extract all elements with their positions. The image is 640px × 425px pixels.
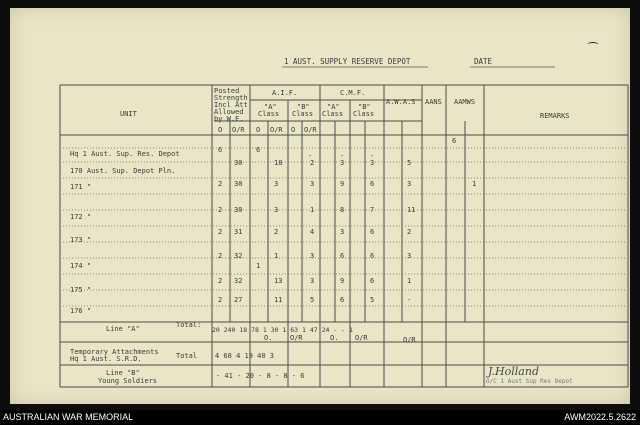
- row-cell: 1: [472, 180, 477, 188]
- row-cell: -: [308, 152, 313, 160]
- row-cell: -: [407, 296, 412, 304]
- row-cell: 2: [310, 159, 315, 167]
- row-cell: 30: [234, 159, 243, 167]
- row-cell: 3: [407, 252, 412, 260]
- row-cell: 6: [370, 252, 375, 260]
- row-cell: 6: [452, 137, 457, 145]
- header-posted-3: Incl Att: [214, 101, 248, 109]
- row-cell: 5: [407, 159, 412, 167]
- row-cell: 1: [310, 206, 315, 214]
- temp-line2: Hq 1 Aust. S.R.D.: [70, 355, 142, 363]
- row-unit: Hq 1 Aust. Sup. Res. Depot: [70, 150, 180, 158]
- row-cell: 1: [407, 277, 412, 285]
- footer-accession: AWM2022.5.2622: [564, 412, 636, 422]
- row-cell: 2: [407, 228, 412, 236]
- sub-aif-o: O: [256, 126, 261, 134]
- header-unit: UNIT: [120, 110, 137, 118]
- header-posted-2: Strength: [214, 94, 248, 102]
- header-cmf-a-1: "A": [327, 103, 340, 111]
- header-aif-b-2: Class: [292, 110, 314, 118]
- line-a-sub-o: O.: [264, 334, 273, 342]
- row-cell: 11: [407, 206, 416, 214]
- line-a-label: Line "A": [106, 325, 140, 333]
- temp-total-label: Total: [176, 352, 198, 360]
- row-unit: 170 Aust. Sup. Depot Pln.: [70, 167, 176, 175]
- row-cell: 4: [310, 228, 315, 236]
- row-cell: 30: [234, 206, 243, 214]
- header-posted-4: Allowed: [214, 108, 244, 116]
- line-a-sub-o2: O.: [330, 334, 339, 342]
- row-cell: 3: [310, 277, 315, 285]
- row-unit: 175 ": [70, 286, 92, 294]
- header-cmf-b-1: "B": [358, 103, 371, 111]
- footer-bar: [0, 410, 640, 425]
- temp-values: 4 68 4 19 40 3: [215, 352, 275, 360]
- row-cell: 27: [234, 296, 243, 304]
- header-aans: AANS: [425, 98, 442, 106]
- row-cell: -: [340, 152, 345, 160]
- header-remarks: REMARKS: [540, 112, 570, 120]
- signature: J.Holland: [488, 365, 539, 378]
- row-cell: 3: [274, 206, 279, 214]
- header-aif-a-1: "A": [264, 103, 277, 111]
- line-a-sub-or2: O/R: [355, 334, 368, 342]
- row-cell: 30: [234, 180, 243, 188]
- temp-line1: Temporary Attachments: [70, 348, 159, 356]
- sub-aif-or: O/R: [270, 126, 283, 134]
- row-cell: 6: [256, 146, 261, 154]
- row-cell: 2: [218, 228, 223, 236]
- row-cell: 6: [370, 228, 375, 236]
- row-cell: 1: [256, 262, 261, 270]
- row-unit: 171 ": [70, 183, 92, 191]
- row-cell: 3: [274, 180, 279, 188]
- row-cell: 5: [370, 296, 375, 304]
- row-cell: 32: [234, 277, 243, 285]
- date-label: DATE: [474, 57, 493, 66]
- row-cell: 2: [218, 206, 223, 214]
- header-cmf: C.M.F.: [340, 89, 366, 97]
- row-cell: 2: [218, 296, 223, 304]
- row-cell: 3: [310, 180, 315, 188]
- row-cell: 13: [274, 277, 283, 285]
- row-cell: 6: [340, 296, 345, 304]
- row-cell: 6: [370, 180, 375, 188]
- row-cell: 7: [370, 206, 375, 214]
- line-b-values: - 41 - 20 - 8 - 8 - 6: [216, 372, 305, 380]
- row-cell: 9: [340, 180, 345, 188]
- sub-o: O: [218, 126, 223, 134]
- header-cmf-a-2: Class: [322, 110, 344, 118]
- row-unit: 173 ": [70, 236, 92, 244]
- row-cell: 3: [370, 159, 375, 167]
- line-a-sub-or: O/R: [290, 334, 303, 342]
- header-posted-5: by W.E.: [214, 115, 244, 123]
- header-aif-a-2: Class: [258, 110, 280, 118]
- line-b-label2: Young Soldiers: [98, 377, 158, 385]
- row-cell: 8: [340, 206, 345, 214]
- line-a-total-label: Total:: [176, 321, 202, 329]
- row-cell: 6: [370, 277, 375, 285]
- header-posted-1: Posted: [214, 87, 240, 95]
- line-b-label1: Line "B": [106, 369, 140, 377]
- row-cell: 1: [274, 252, 279, 260]
- row-cell: 3: [407, 180, 412, 188]
- header-aamws: AAMWS: [454, 98, 476, 106]
- pen-mark: ⁀: [588, 42, 598, 56]
- row-cell: 3: [310, 252, 315, 260]
- row-cell: 3: [340, 159, 345, 167]
- row-cell: 2: [274, 228, 279, 236]
- row-cell: 2: [218, 252, 223, 260]
- line-a-values: 20 240 18 78 1 30 1 63 1 47 24 - - 1: [212, 326, 353, 334]
- row-cell: 2: [218, 277, 223, 285]
- header-aif-b-1: "B": [297, 103, 310, 111]
- row-cell: 6: [340, 252, 345, 260]
- row-cell: 32: [234, 252, 243, 260]
- row-unit: 172 ": [70, 213, 92, 221]
- row-cell: 9: [340, 277, 345, 285]
- row-cell: 2: [218, 180, 223, 188]
- sub-aifb-or: O/R: [304, 126, 317, 134]
- footer-credit: AUSTRALIAN WAR MEMORIAL: [3, 412, 134, 422]
- sub-aifb-o: O: [291, 126, 296, 134]
- row-cell: 31: [234, 228, 243, 236]
- header-aif: A.I.F.: [272, 89, 298, 97]
- line-a-sub-awas: O/R: [403, 336, 416, 344]
- row-cell: 18: [274, 159, 283, 167]
- header-cmf-b-2: Class: [353, 110, 375, 118]
- document-title: 1 AUST. SUPPLY RESERVE DEPOT: [284, 57, 411, 66]
- row-unit: 174 ": [70, 262, 92, 270]
- row-cell: 5: [310, 296, 315, 304]
- header-awas: A.W.A.S: [386, 98, 416, 106]
- row-cell: 11: [274, 296, 283, 304]
- row-cell: 3: [340, 228, 345, 236]
- row-unit: 176 ": [70, 307, 92, 315]
- row-cell: 6: [218, 146, 223, 154]
- signature-title: O/C 1 Aust Sup Res Depot: [486, 378, 573, 385]
- row-cell: -: [370, 152, 375, 160]
- sub-or: O/R: [232, 126, 245, 134]
